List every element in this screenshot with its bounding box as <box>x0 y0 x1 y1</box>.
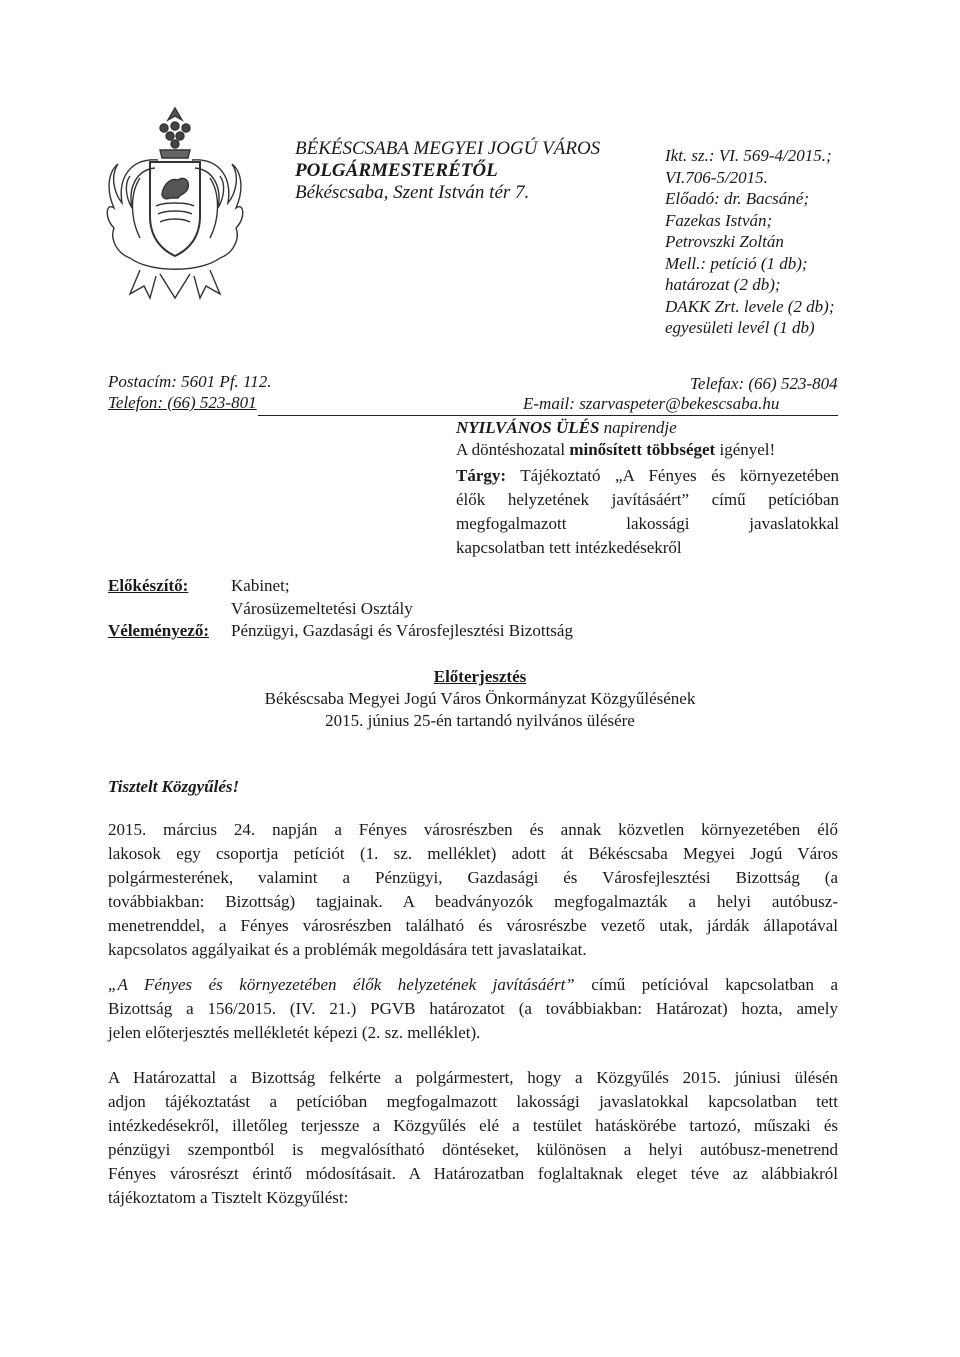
reference-line: Fazekas István; <box>665 210 773 230</box>
paragraph-line: intézkedésekről, illetőleg terjessze a Közgyűlés elé a testület hatáskörébe tartozó, műszaki és <box>108 1116 838 1135</box>
reference-line: DAKK Zrt. levele (2 db); <box>665 296 835 316</box>
subject-line <box>456 464 839 488</box>
subject-line: élők helyzetének javításáért” című petícióban <box>456 490 839 509</box>
prepared-by-value: Kabinet; <box>231 576 290 595</box>
paragraph-line: Fényes városrészt érintő módosításait. A Határozatban foglaltaknak eleget téve az alábbiakról <box>108 1164 838 1183</box>
office-address: Békéscsaba, Szent István tér 7. <box>295 182 530 203</box>
paragraph-2 <box>108 973 838 1045</box>
paragraph-line: A Határozattal a Bizottság felkérte a polgármestert, hogy a Közgyűlés 2015. júniusi ülésén <box>108 1068 838 1087</box>
subject-line: megfogalmazott lakossági javaslatokkal <box>456 514 839 533</box>
paragraph-line: tájékoztatom a Tisztelt Közgyűlést: <box>108 1188 349 1207</box>
paragraph-line: továbbiakban: Bizottság) tagjainak. A beadványozók megfogalmazták a helyi autóbusz- <box>108 892 838 911</box>
paragraph-line: polgármesterének, valamint a Pénzügyi, Gazdasági és Városfejlesztési Bizottság (a <box>108 868 838 887</box>
prepared-by-value: Városüzemeltetési Osztály <box>231 599 413 618</box>
proposal-line: 2015. június 25-én tartandó nyilvános ülésére <box>325 711 635 730</box>
reference-line: VI.706-5/2015. <box>665 167 768 187</box>
paragraph-line: kapcsolatos aggályaikat és a problémák megoldására tett javaslataikat. <box>108 940 587 959</box>
reference-line: Mell.: petíció (1 db); <box>665 253 808 273</box>
email-address[interactable]: szarvaspeter@bekescsaba.hu <box>579 394 780 413</box>
fax-number: Telefax: (66) 523-804 <box>690 374 838 393</box>
city-name: BÉKÉSCSABA MEGYEI JOGÚ VÁROS <box>295 138 601 159</box>
decision-suffix: igényel! <box>715 440 776 459</box>
petition-title: „A Fényes és környezetében élők helyzetének javításáért” <box>108 975 575 994</box>
paragraph-text: című petícióval kapcsolatban a <box>574 975 839 994</box>
header-divider <box>258 415 838 416</box>
proposal-title: Előterjesztés <box>433 667 527 686</box>
paragraph-line: Bizottság a 156/2015. (IV. 21.) PGVB határozatot (a továbbiakban: Határozat) hozta, amely <box>108 999 838 1018</box>
paragraph-line: jelen előterjesztés mellékletét képezi (2. sz. melléklet). <box>108 1023 481 1042</box>
decision-majority: minősített többséget <box>569 440 716 459</box>
paragraph-line <box>108 973 838 997</box>
subject-block <box>456 464 839 560</box>
proposal-heading <box>0 666 960 732</box>
subject-line: kapcsolatban tett intézkedésekről <box>456 538 682 557</box>
proposal-line: Békéscsaba Megyei Jogú Város Önkormányzat Közgyűlésének <box>264 689 696 708</box>
subject-text: Tájékoztató „A Fényes és környezetében <box>506 466 839 485</box>
coat-of-arms-crest-icon <box>100 98 250 313</box>
paragraph-1 <box>108 818 838 962</box>
opinion-label: Véleményező: <box>108 621 210 640</box>
reference-block <box>665 145 835 339</box>
reference-line: határozat (2 db); <box>665 275 781 294</box>
prepared-by-label: Előkészítő: <box>108 576 189 595</box>
session-suffix: napirendje <box>599 418 677 437</box>
office-name: POLGÁRMESTERÉTŐL <box>295 160 498 181</box>
session-type <box>456 418 677 438</box>
decision-prefix: A döntéshozatal <box>456 440 570 459</box>
salutation: Tisztelt Közgyűlés! <box>108 777 240 796</box>
paragraph-line: menetrenddel, a Fényes városrészben található és városrészbe vezető utak, járdák állapotával <box>108 916 838 935</box>
session-label: NYILVÁNOS ÜLÉS <box>456 418 600 437</box>
phone-number: Telefon: (66) 523-801 <box>108 393 257 412</box>
paragraph-line: 2015. március 24. napján a Fényes városrészben és annak közvetlen környezetében élő <box>108 820 838 839</box>
paragraph-3 <box>108 1066 838 1210</box>
paragraph-line: lakosok egy csoportja petíciót (1. sz. melléklet) adott át Békéscsaba Megyei Jogú Város <box>108 844 838 863</box>
reference-line: Előadó: dr. Bacsáné; <box>665 189 810 208</box>
decision-requirement <box>456 440 775 460</box>
paragraph-line: pénzügyi szempontból is megvalósítható döntéseket, különösen a helyi autóbusz-menetrend <box>108 1140 838 1159</box>
email-line <box>523 394 779 414</box>
reference-line: egyesületi levél (1 db) <box>665 318 815 337</box>
email-label: E-mail: <box>523 394 580 413</box>
city-header <box>295 138 600 204</box>
postal-address: Postacím: 5601 Pf. 112. <box>108 372 272 391</box>
opinion-value: Pénzügyi, Gazdasági és Városfejlesztési Bizottság <box>231 621 573 640</box>
subject-label: Tárgy: <box>456 466 507 485</box>
reference-line: Ikt. sz.: VI. 569-4/2015.; <box>665 146 832 165</box>
paragraph-line: adjon tájékoztatást a petícióban megfogalmazott lakossági javaslatokkal kapcsolatban tett <box>108 1092 838 1111</box>
reference-line: Petrovszki Zoltán <box>665 232 784 251</box>
